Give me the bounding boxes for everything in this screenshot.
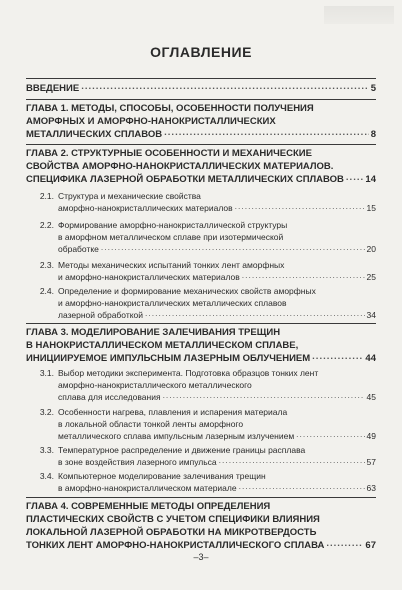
- page-number: –3–: [193, 552, 209, 562]
- toc-entry-3-2: 3.2. Особенности нагрева, плавления и испарения материала в локальной области тонкой ленты аморфного металлического сплава импульсным лазерным излучением ..... 49: [58, 406, 376, 442]
- toc-entry-chapter-2: ГЛАВА 2. СТРУКТУРНЫЕ ОСОБЕННОСТИ И МЕХАНИЧЕСКИЕ СВОЙСТВА АМОРФНО-НАНОКРИСТАЛЛИЧЕСКИХ МАТЕРИАЛОВ. СПЕЦИФИКА ЛАЗЕРНОЙ ОБРАБОТКИ МЕТАЛЛИЧЕСКИХ СПЛАВОВ ..... 14: [26, 147, 376, 186]
- divider: [26, 144, 376, 145]
- bleed-through-text: [324, 6, 394, 24]
- divider: [26, 99, 376, 100]
- toc-entry-2-1: 2.1. Структура и механические свойства аморфно-нанокристаллических материалов ..... 15: [58, 190, 376, 214]
- page-title: ОГЛАВЛЕНИЕ: [150, 44, 252, 60]
- toc-entry-3-1: 3.1. Выбор методики эксперимента. Подготовка образцов тонких лент аморфно-нанокристаллического металлического сплава для исследования ..... 45: [58, 367, 376, 403]
- toc-entry-chapter-4: ГЛАВА 4. СОВРЕМЕННЫЕ МЕТОДЫ ОПРЕДЕЛЕНИЯ ПЛАСТИЧЕСКИХ СВОЙСТВ С УЧЕТОМ СПЕЦИФИКИ ВЛИЯНИЯ ЛОКАЛЬНОЙ ЛАЗЕРНОЙ ОБРАБОТКИ НА МИКРОТВЕРДОСТЬ ТОНКИХ ЛЕНТ АМОРФНО-НАНОКРИСТАЛЛИЧЕСКОГО СПЛАВА ..... 67: [26, 500, 376, 552]
- toc-entry-3-3: 3.3. Температурное распределение и движение границы расплава в зоне воздействия лазерного импульса ..... 57: [58, 444, 376, 468]
- toc-entry-chapter-3: ГЛАВА 3. МОДЕЛИРОВАНИЕ ЗАЛЕЧИВАНИЯ ТРЕЩИН В НАНОКРИСТАЛЛИЧЕСКОМ МЕТАЛЛИЧЕСКОМ СПЛАВЕ, ИНИЦИИРУЕМОЕ ИМПУЛЬСНЫМ ЛАЗЕРНЫМ ОБЛУЧЕНИЕМ ..... 44: [26, 326, 376, 365]
- toc-entry-3-4: 3.4. Компьютерное моделирование залечивания трещин в аморфно-нанокристаллическом материале ..... 63: [58, 470, 376, 494]
- toc-entry-2-3: 2.3. Методы механических испытаний тонких лент аморфных и аморфно-нанокристаллических материалов ..... 25: [58, 259, 376, 283]
- divider: [26, 497, 376, 498]
- toc-entry-2-2: 2.2. Формирование аморфно-нанокристаллической структуры в аморфном металлическом сплаве при изотермической обработке ..... 20: [58, 219, 376, 255]
- divider: [26, 78, 376, 79]
- divider: [26, 323, 376, 324]
- toc-entry-chapter-1: ГЛАВА 1. МЕТОДЫ, СПОСОБЫ, ОСОБЕННОСТИ ПОЛУЧЕНИЯ АМОРФНЫХ И АМОРФНО-НАНОКРИСТАЛЛИЧЕСКИХ МЕТАЛЛИЧЕСКИХ СПЛАВОВ ..... 8: [26, 102, 376, 141]
- toc-entry-2-4: 2.4. Определение и формирование механических свойств аморфных и аморфно-нанокристаллических металлических сплавов лазерной обработкой ..... 34: [58, 285, 376, 321]
- toc-entry-introduction: ВВЕДЕНИЕ ..... 5: [26, 82, 376, 95]
